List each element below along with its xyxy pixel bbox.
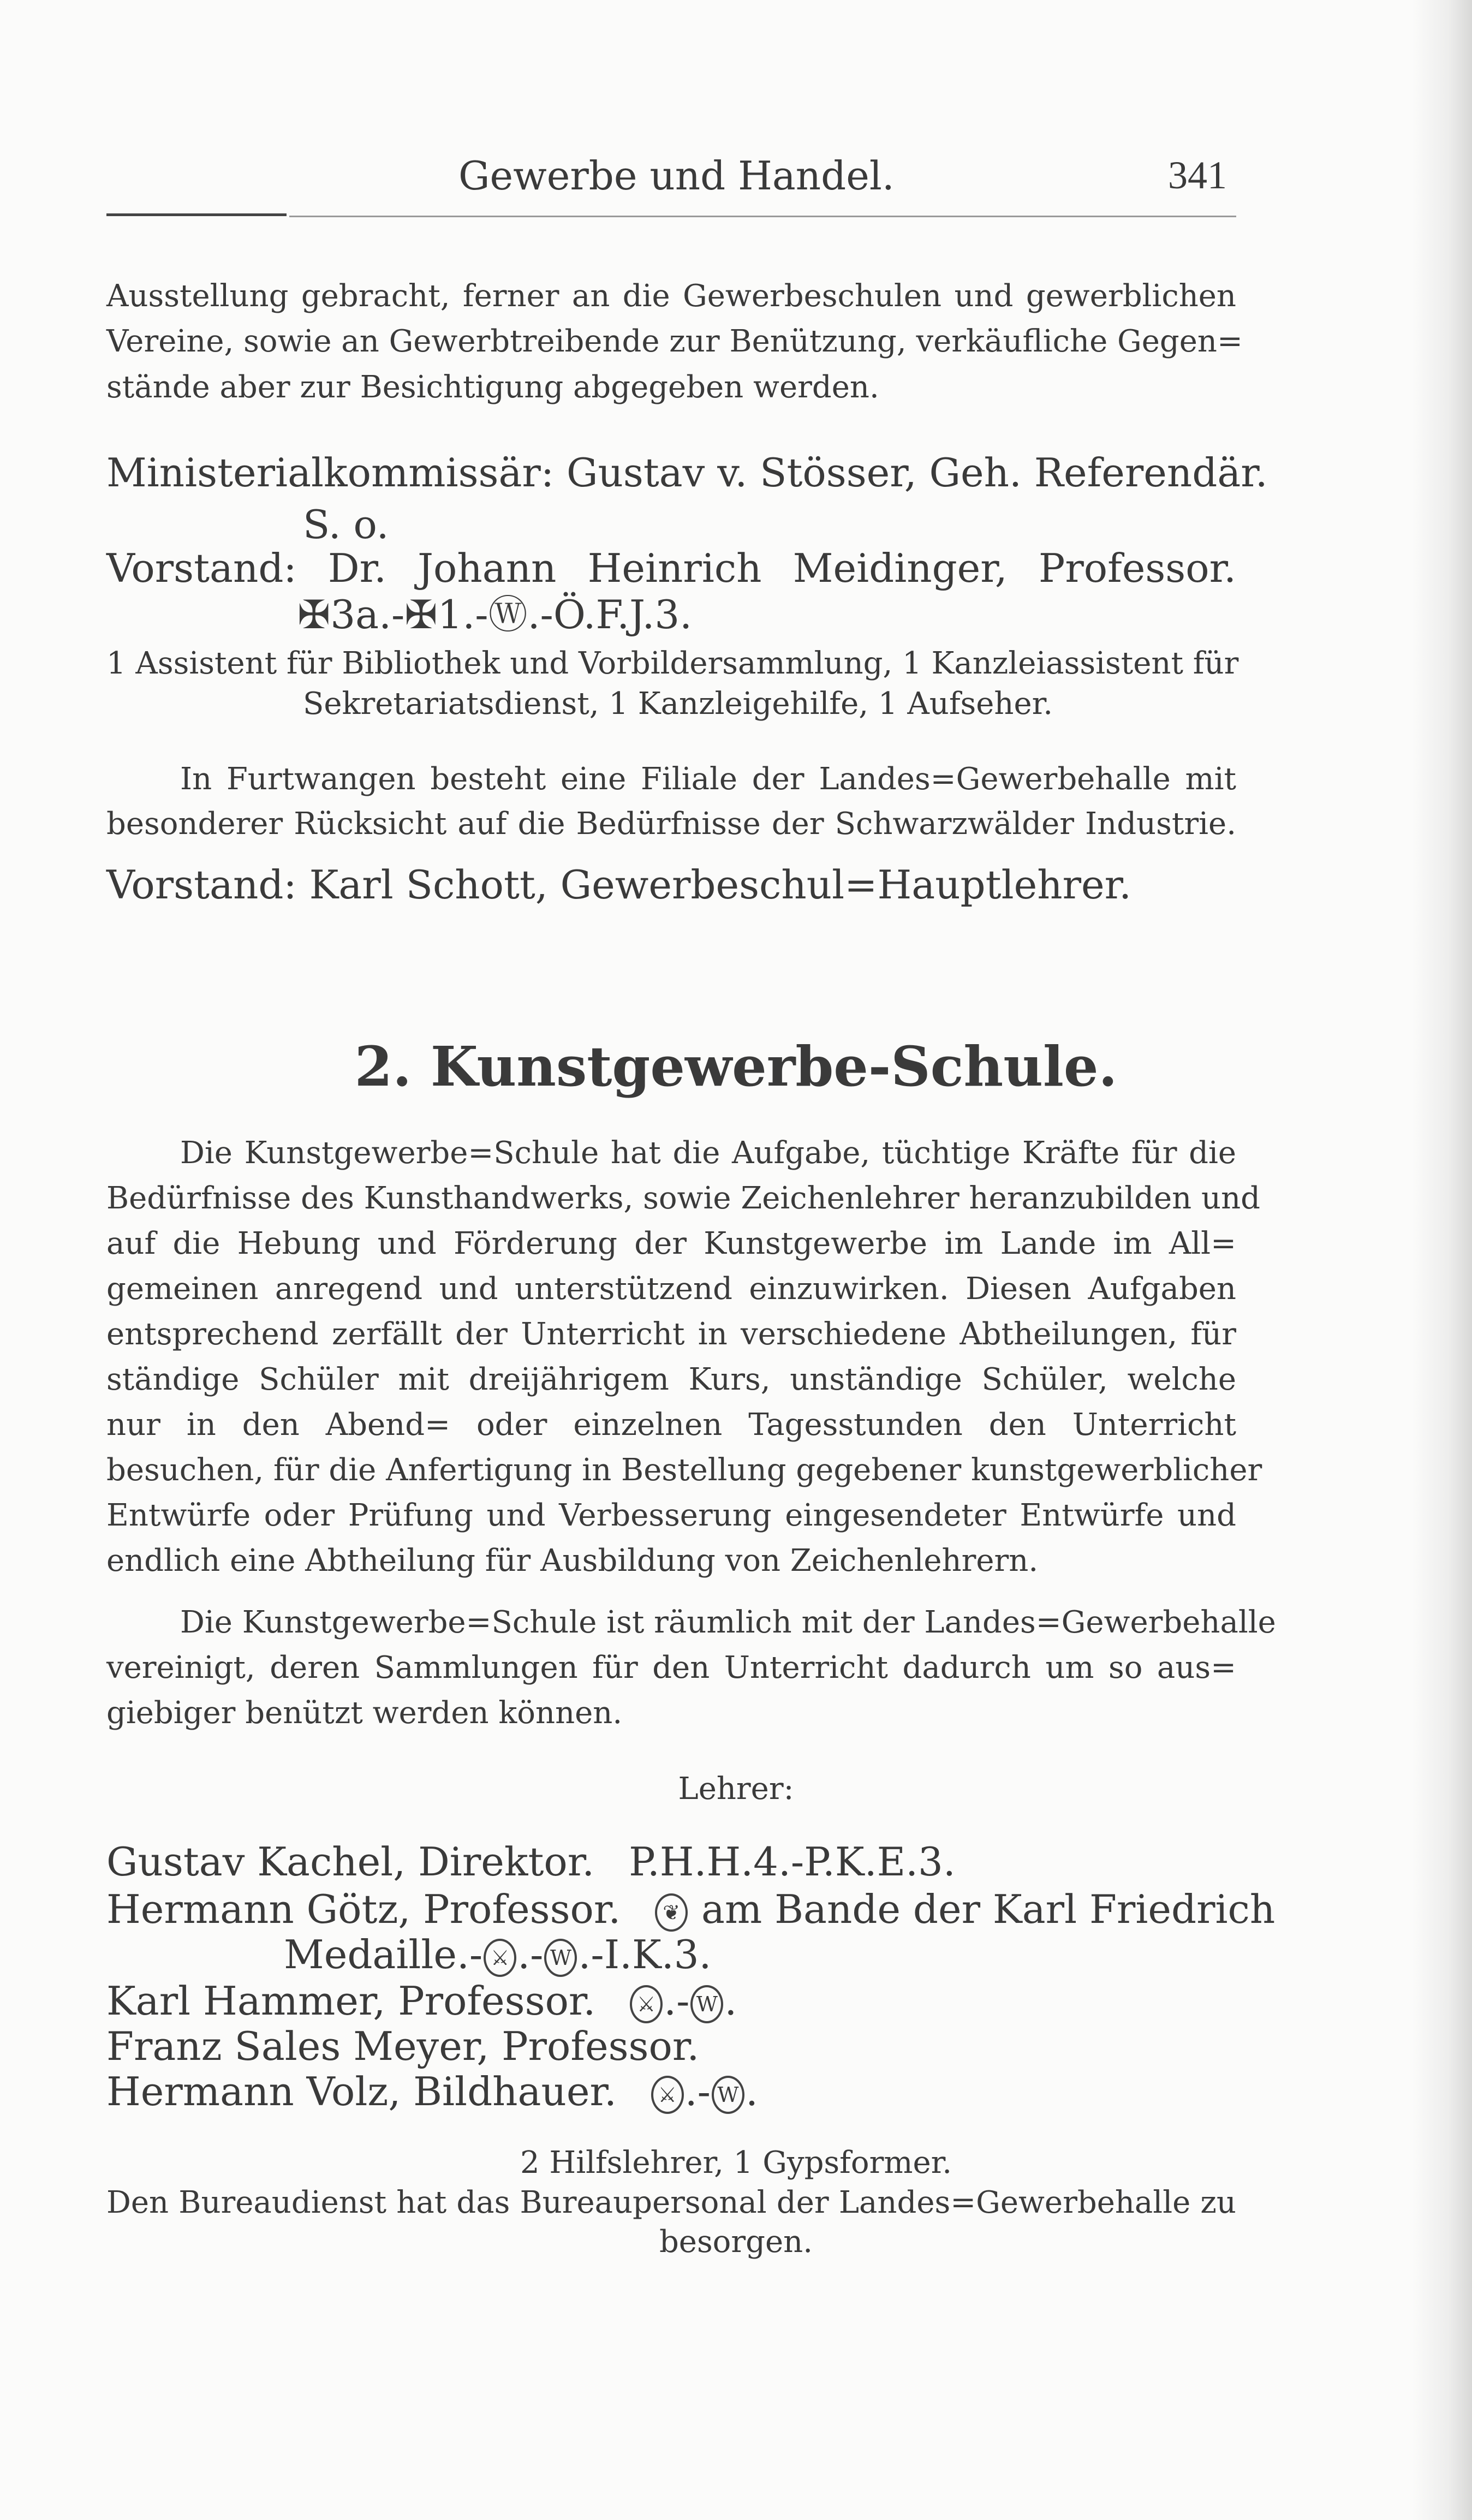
vorstand-honors: ✠3a.-✠1.-Ⓦ.-Ö.F.J.3. <box>297 592 693 638</box>
paragraph-line: gemeinen anregend und unterstützend einzuwirken. Diesen Aufgaben <box>106 1271 1236 1307</box>
paragraph-line: nur in den Abend= oder einzelnen Tagesstunden den Unterricht <box>106 1407 1236 1443</box>
teacher-entry <box>106 2023 700 2069</box>
intro-line: stände aber zur Besichtigung abgegeben werden. <box>106 370 879 405</box>
order-w-icon: W <box>544 1939 577 1977</box>
paragraph-line: Entwürfe oder Prüfung und Verbesserung eingesendeter Entwürfe und <box>106 1498 1236 1533</box>
teacher-name: Hermann Götz, Professor. <box>106 1886 621 1932</box>
order-swords-icon: ⚔ <box>651 2076 684 2114</box>
header-rule-left <box>106 213 287 216</box>
header-rule <box>289 216 1236 217</box>
cross-reference-note: S. o. <box>303 502 389 547</box>
paragraph-line: Die Kunstgewerbe=Schule hat die Aufgabe, tüchtige Kräfte für die <box>180 1135 1236 1171</box>
assistant-staff: 2 Hilfslehrer, 1 Gypsformer. <box>520 2145 952 2181</box>
teacher-honors-continued: Medaille.- ⚔ .- W .-I.K.3. <box>284 1932 712 1977</box>
teacher-entry <box>106 1839 956 1885</box>
bureau-line: besorgen. <box>659 2224 813 2260</box>
order-w-icon: W <box>712 2076 744 2114</box>
vorstand-meidinger: Vorstand: Dr. Johann Heinrich Meidinger, Professor. <box>106 545 1236 591</box>
order-swords-icon: ⚔ <box>630 1985 663 2023</box>
assistants-line: 1 Assistent für Bibliothek und Vorbildersammlung, 1 Kanzleiassistent für <box>106 646 1239 681</box>
assistants-line: Sekretariatsdienst, 1 Kanzleigehilfe, 1 Aufseher. <box>303 686 1053 722</box>
teacher-honors: am Bande der Karl Friedrich <box>701 1886 1276 1932</box>
running-header-title: Gewerbe und Handel. <box>458 153 895 199</box>
teacher-name: Karl Hammer, Professor. <box>106 1978 596 2024</box>
teacher-entry <box>106 1886 1276 1932</box>
teacher-entry: Karl Hammer, Professor. ⚔ .- W . <box>106 1978 737 2024</box>
teacher-name: Gustav Kachel, Direktor. <box>106 1839 595 1885</box>
teacher-entry: Hermann Volz, Bildhauer. ⚔ .- W . <box>106 2069 758 2114</box>
bureau-line: Den Bureaudienst hat das Bureaupersonal der Landes=Gewerbehalle zu <box>106 2185 1236 2220</box>
order-w-icon: W <box>690 1985 723 2023</box>
teacher-honors: P.H.H.4.-P.K.E.3. <box>629 1839 956 1885</box>
medal-icon: ❦ <box>655 1893 688 1932</box>
intro-line: Ausstellung gebracht, ferner an die Gewerbeschulen und gewerblichen <box>106 278 1236 314</box>
teacher-name: Franz Sales Meyer, Professor. <box>106 2023 700 2069</box>
paragraph-line: auf die Hebung und Förderung der Kunstgewerbe im Lande im All= <box>106 1226 1236 1261</box>
furtwangen-line: besonderer Rücksicht auf die Bedürfnisse der Schwarzwälder Industrie. <box>106 806 1236 842</box>
intro-line: Vereine, sowie an Gewerbtreibende zur Benützung, verkäufliche Gegen= <box>106 324 1243 359</box>
teachers-heading: Lehrer: <box>678 1771 794 1807</box>
paragraph-line: endlich eine Abtheilung für Ausbildung von Zeichenlehrern. <box>106 1543 1039 1578</box>
order-swords-icon: ⚔ <box>484 1939 516 1977</box>
paragraph-line: Bedürfnisse des Kunsthandwerks, sowie Zeichenlehrer heranzubilden und <box>106 1181 1261 1216</box>
section-heading: 2. Kunstgewerbe-Schule. <box>354 1034 1118 1099</box>
page-number: 341 <box>1168 153 1227 197</box>
paragraph-line: ständige Schüler mit dreijährigem Kurs, unständige Schüler, welche <box>106 1362 1236 1397</box>
paragraph-line: Die Kunstgewerbe=Schule ist räumlich mit der Landes=Gewerbehalle <box>180 1605 1276 1640</box>
paragraph-line: entsprechend zerfällt der Unterricht in verschiedene Abtheilungen, für <box>106 1316 1236 1352</box>
paragraph-line: besuchen, für die Anfertigung in Bestellung gegebener kunstgewerblicher <box>106 1452 1262 1488</box>
paragraph-line: giebiger benützt werden können. <box>106 1695 623 1731</box>
vorstand-schott: Vorstand: Karl Schott, Gewerbeschul=Hauptlehrer. <box>106 862 1132 908</box>
teacher-name: Hermann Volz, Bildhauer. <box>106 2069 617 2114</box>
page-edge-shadow <box>1412 0 1472 2520</box>
paragraph-line: vereinigt, deren Sammlungen für den Unterricht dadurch um so aus= <box>106 1650 1236 1685</box>
ministerialkommissaer: Ministerialkommissär: Gustav v. Stösser, Geh. Referendär. <box>106 450 1268 496</box>
furtwangen-line: In Furtwangen besteht eine Filiale der Landes=Gewerbehalle mit <box>180 761 1236 797</box>
